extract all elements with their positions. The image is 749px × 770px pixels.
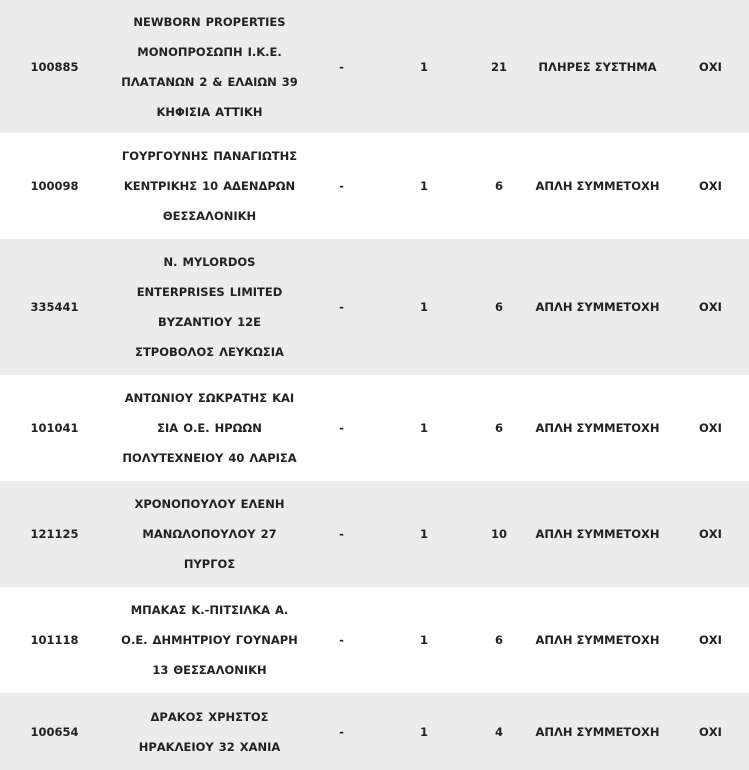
cell-name-address	[109, 481, 310, 587]
cell-quantity: 1	[373, 133, 475, 239]
name-line: Ο.Ε. ΔΗΜΗΤΡΙΟΥ ΓΟΥΝΑΡΗ	[121, 633, 298, 647]
name-line: ΣΙΑ Ο.Ε. ΗΡΩΩΝ	[157, 421, 262, 435]
name-line: ΧΡΟΝΟΠΟΥΛΟΥ ΕΛΕΝΗ	[134, 497, 285, 511]
cell-name-address	[109, 133, 310, 239]
cell-flag: ΟΧΙ	[672, 0, 749, 133]
cell-number: 4	[475, 693, 523, 770]
name-line: ΠΟΛΥΤΕΧΝΕΙΟΥ 40 ΛΑΡΙΣΑ	[122, 451, 297, 465]
cell-flag: ΟΧΙ	[672, 133, 749, 239]
cell-dash: -	[310, 481, 373, 587]
cell-flag: ΟΧΙ	[672, 375, 749, 481]
cell-number: 6	[475, 133, 523, 239]
cell-name-address	[109, 375, 310, 481]
cell-number: 21	[475, 0, 523, 133]
name-line: NEWBORN PROPERTIES	[133, 14, 286, 29]
table-row	[0, 0, 749, 133]
name-line: ΠΛΑΤΑΝΩΝ 2 & ΕΛΑΙΩΝ 39	[121, 74, 298, 89]
cell-code: 101041	[0, 375, 109, 481]
cell-code: 335441	[0, 239, 109, 375]
name-line: ΜΠΑΚΑΣ Κ.-ΠΙΤΣΙΛΚΑ Α.	[130, 603, 289, 617]
cell-name-address	[109, 693, 310, 770]
cell-code: 100654	[0, 693, 109, 770]
cell-number: 6	[475, 587, 523, 693]
cell-code: 101118	[0, 587, 109, 693]
table-row	[0, 481, 749, 587]
cell-name-address	[109, 239, 310, 375]
cell-participation: ΑΠΛΗ ΣΥΜΜΕΤΟΧΗ	[523, 239, 672, 375]
cell-dash: -	[310, 0, 373, 133]
cell-name-address	[109, 587, 310, 693]
name-line: ΒΥΖΑΝΤΙΟΥ 12Ε	[157, 315, 262, 329]
cell-participation: ΑΠΛΗ ΣΥΜΜΕΤΟΧΗ	[523, 133, 672, 239]
table-row	[0, 239, 749, 375]
cell-dash: -	[310, 693, 373, 770]
cell-quantity: 1	[373, 587, 475, 693]
name-line: ΜΑΝΩΛΟΠΟΥΛΟΥ 27	[142, 527, 277, 541]
name-line: ΘΕΣΣΑΛΟΝΙΚΗ	[162, 209, 257, 223]
cell-dash: -	[310, 375, 373, 481]
cell-code: 100098	[0, 133, 109, 239]
cell-participation: ΑΠΛΗ ΣΥΜΜΕΤΟΧΗ	[523, 481, 672, 587]
name-line: ΚΗΦΙΣΙΑ ΑΤΤΙΚΗ	[156, 104, 263, 119]
name-line: ΠΥΡΓΟΣ	[183, 557, 236, 571]
table-row	[0, 133, 749, 239]
name-line: 13 ΘΕΣΣΑΛΟΝΙΚΗ	[152, 663, 267, 677]
cell-flag: ΟΧΙ	[672, 693, 749, 770]
name-line: ENTERPRISES LIMITED	[136, 285, 283, 299]
name-line: ΓΟΥΡΓΟΥΝΗΣ ΠΑΝΑΓΙΩΤΗΣ	[121, 149, 298, 163]
cell-number: 10	[475, 481, 523, 587]
cell-code: 121125	[0, 481, 109, 587]
cell-participation: ΑΠΛΗ ΣΥΜΜΕΤΟΧΗ	[523, 587, 672, 693]
cell-code: 100885	[0, 0, 109, 133]
cell-number: 6	[475, 375, 523, 481]
cell-quantity: 1	[373, 0, 475, 133]
cell-quantity: 1	[373, 375, 475, 481]
name-line: ΗΡΑΚΛΕΙΟΥ 32 ΧΑΝΙΑ	[138, 739, 281, 754]
cell-participation: ΠΛΗΡΕΣ ΣΥΣΤΗΜΑ	[523, 0, 672, 133]
cell-dash: -	[310, 133, 373, 239]
cell-participation: ΑΠΛΗ ΣΥΜΜΕΤΟΧΗ	[523, 375, 672, 481]
cell-flag: ΟΧΙ	[672, 587, 749, 693]
name-line: ΜΟΝΟΠΡΟΣΩΠΗ Ι.Κ.Ε.	[137, 44, 282, 59]
cell-quantity: 1	[373, 481, 475, 587]
cell-flag: ΟΧΙ	[672, 481, 749, 587]
table-row	[0, 587, 749, 693]
cell-name-address	[109, 0, 310, 133]
cell-dash: -	[310, 239, 373, 375]
cell-dash: -	[310, 587, 373, 693]
name-line: ΣΤΡΟΒΟΛΟΣ ΛΕΥΚΩΣΙΑ	[135, 345, 284, 359]
cell-flag: ΟΧΙ	[672, 239, 749, 375]
cell-participation: ΑΠΛΗ ΣΥΜΜΕΤΟΧΗ	[523, 693, 672, 770]
table-row	[0, 693, 749, 770]
cell-quantity: 1	[373, 693, 475, 770]
table-row	[0, 375, 749, 481]
name-line: ΔΡΑΚΟΣ ΧΡΗΣΤΟΣ	[150, 709, 269, 724]
name-line: ΑΝΤΩΝΙΟΥ ΣΩΚΡΑΤΗΣ ΚΑΙ	[124, 391, 295, 405]
cell-quantity: 1	[373, 239, 475, 375]
name-line: ΚΕΝΤΡΙΚΗΣ 10 ΑΔΕΝΔΡΩΝ	[123, 179, 296, 193]
name-line: N. MYLORDOS	[163, 255, 256, 269]
cell-number: 6	[475, 239, 523, 375]
